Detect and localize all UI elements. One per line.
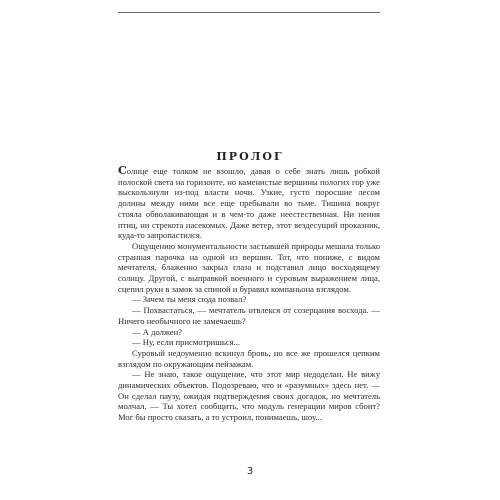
paragraph xyxy=(118,166,380,241)
paragraph: Ощущению монументальности застывшей природы мешала только странная парочка на одной из вершин. Тот, что пониже, с видом мечтателя, блаженно закрыл глаза и подставил лицо восходящему солнцу. Другой, с выправкой военного и суровым выражением лица, сцепил руки в замок за спиной и буравил компаньона взглядом. xyxy=(118,240,380,294)
dialogue-line: — Ну, если присмотришься... xyxy=(132,337,240,348)
paragraph: Суровый недоуменно вскинул бровь, но все же прошелся цепким взглядом по окружающим пейзажам. xyxy=(118,347,380,369)
dialogue-line: — А должен? xyxy=(132,326,182,337)
dialogue-line: — Зачем ты меня сюда позвал? xyxy=(132,294,247,305)
body-text xyxy=(118,166,380,423)
page-number: 3 xyxy=(246,466,254,477)
chapter-title: ПРОЛОГ xyxy=(216,150,284,163)
dialogue-line: — Не знаю, такое ощущение, что этот мир недоделан. Не вижу динамических объектов. Подозреваю, что и «разумных» здесь нет. — Он сделал паузу, ожидая подтверждения своих догадок, но мечтатель молчал. — Ты хотел сообщить, что модуль генерации миров сбоит? Мог бы просто сказать, а то устроил, понимаешь, шоу... xyxy=(118,369,380,423)
drop-cap: С xyxy=(118,164,127,177)
top-rule xyxy=(118,12,380,13)
dialogue-line: — Похвастаться, — мечтатель отвлекся от созерцания восхода. — Ничего необычного не замечаешь? xyxy=(118,305,380,326)
paragraph-text: олнце еще толком не взошло, давая о себе знать лишь робкой полоской света на горизонте, но каменистые вершины пологих гор уже выскользнули из-под власти ночи. Узкие, густо поросшие лесом долины между ними все еще пребывали во тьме. Тишина вокруг стояла обволакивающая и в чем-то даже неестественная. Ни пения птиц, ни стрекота насекомых. Даже ветер, этот вездесущий проказник, куда-то запропастился. xyxy=(118,166,380,241)
